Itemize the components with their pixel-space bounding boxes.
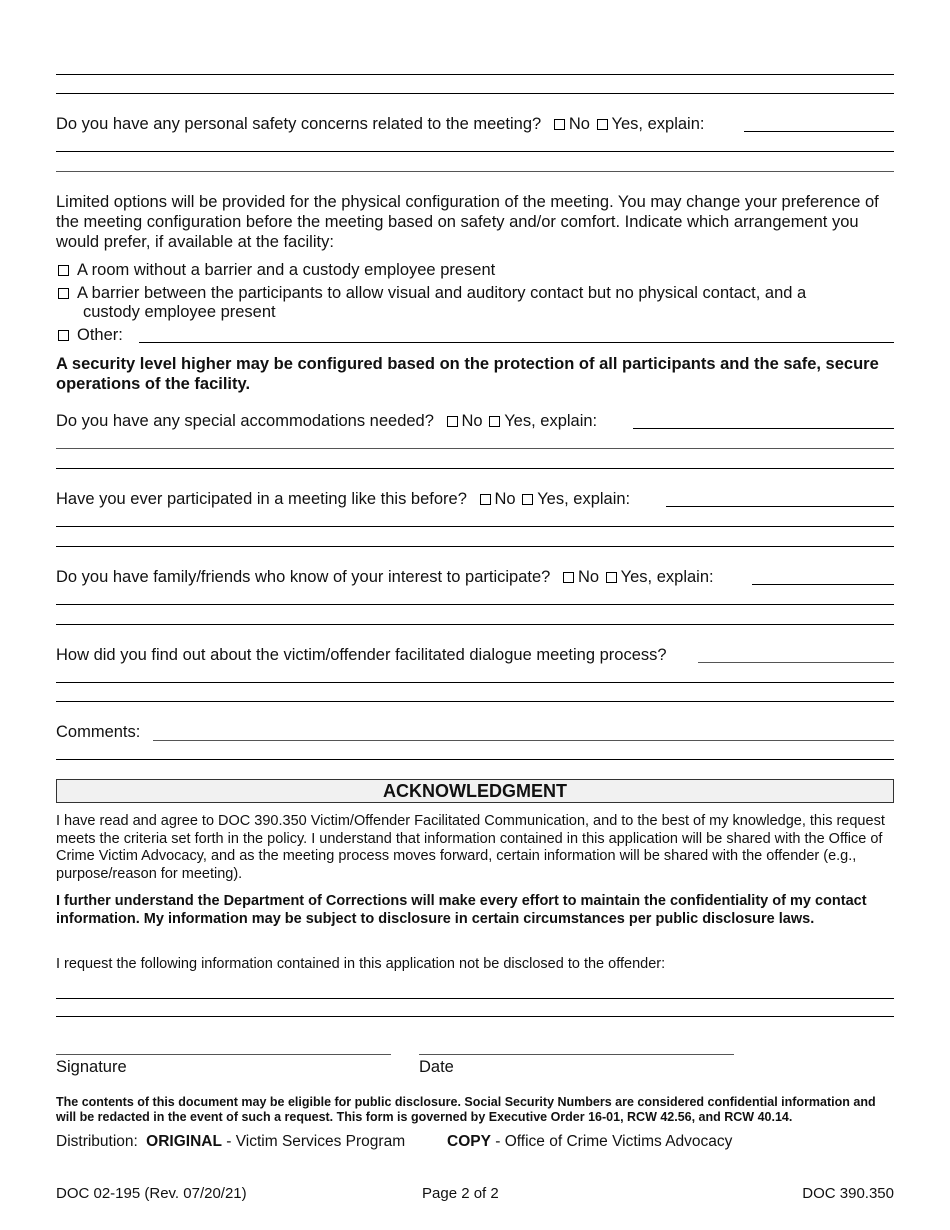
answer-line[interactable] bbox=[56, 468, 894, 469]
answer-line[interactable] bbox=[56, 93, 894, 94]
config-option-2-label: A barrier between the participants to allow visual and auditory contact but no physical contact, and a bbox=[77, 284, 807, 302]
safety-question bbox=[56, 114, 704, 134]
participated-no-checkbox[interactable] bbox=[480, 494, 491, 505]
comments-label: Comments: bbox=[56, 723, 141, 741]
config-other-label: Other: bbox=[77, 326, 123, 344]
family-yes-checkbox[interactable] bbox=[606, 572, 617, 583]
distribution-copy-line bbox=[447, 1132, 732, 1152]
accommodations-yes-checkbox[interactable] bbox=[489, 416, 500, 427]
configuration-intro: Limited options will be provided for the physical configuration of the meeting. You may change your preference of the meeting configuration before the meeting based on safety and/or comfort. Indicate which arrangement you would prefer, if available at the facility: bbox=[56, 193, 879, 251]
distribution-copy-desc: - Office of Crime Victims Advocacy bbox=[495, 1133, 733, 1150]
accommodations-explain-field[interactable] bbox=[633, 428, 894, 429]
accommodations-yes-label: Yes, explain: bbox=[504, 412, 598, 430]
answer-line[interactable] bbox=[56, 151, 894, 152]
footer-policy: DOC 390.350 bbox=[802, 1185, 894, 1202]
config-option-other bbox=[56, 325, 123, 345]
distribution-original: ORIGINAL bbox=[146, 1133, 222, 1150]
distribution-original-desc: - Victim Services Program bbox=[226, 1133, 406, 1150]
acknowledgment-para-3: I request the following information contained in this application not be disclosed to the offender: bbox=[56, 956, 666, 972]
distribution-label: Distribution: bbox=[56, 1133, 138, 1150]
answer-line[interactable] bbox=[56, 74, 894, 75]
answer-line[interactable] bbox=[56, 759, 894, 760]
answer-line[interactable] bbox=[56, 604, 894, 605]
safety-explain-field[interactable] bbox=[744, 131, 894, 132]
config-option-1-label: A room without a barrier and a custody employee present bbox=[77, 261, 496, 279]
safety-question-label: Do you have any personal safety concerns related to the meeting? bbox=[56, 115, 542, 133]
participated-label: Have you ever participated in a meeting like this before? bbox=[56, 490, 467, 508]
footer-form-number: DOC 02-195 (Rev. 07/20/21) bbox=[56, 1185, 247, 1202]
acknowledgment-heading: ACKNOWLEDGMENT bbox=[56, 779, 894, 803]
answer-line[interactable] bbox=[56, 448, 894, 449]
config-option-2-checkbox[interactable] bbox=[58, 288, 69, 299]
config-other-field[interactable] bbox=[139, 342, 894, 343]
family-explain-field[interactable] bbox=[752, 584, 894, 585]
found-out-field[interactable] bbox=[698, 662, 894, 663]
participated-explain-field[interactable] bbox=[666, 506, 894, 507]
answer-line[interactable] bbox=[56, 546, 894, 547]
answer-line[interactable] bbox=[56, 701, 894, 702]
participated-question bbox=[56, 489, 630, 509]
footer-page-number: Page 2 of 2 bbox=[422, 1185, 499, 1202]
safety-no-checkbox[interactable] bbox=[554, 119, 565, 130]
safety-no-label: No bbox=[568, 115, 590, 133]
answer-line[interactable] bbox=[56, 1016, 894, 1017]
config-option-1-checkbox[interactable] bbox=[58, 265, 69, 276]
distribution-line bbox=[56, 1132, 405, 1152]
acknowledgment-para-1: I have read and agree to DOC 390.350 Victim/Offender Facilitated Communication, and to the best of my knowledge, this request meets the criteria set forth in the policy. I understand that information contained in this application will be shared with the Office of Crime Victim Advocacy, and as the meeting process moves forward, certain information will be shared with the offender (e.g., purpose/reason for meeting). bbox=[56, 813, 885, 882]
security-note: A security level higher may be configured based on the protection of all participants and the safe, secure operations of the facility. bbox=[56, 355, 879, 393]
family-question bbox=[56, 567, 714, 587]
participated-yes-checkbox[interactable] bbox=[522, 494, 533, 505]
family-label: Do you have family/friends who know of your interest to participate? bbox=[56, 568, 551, 586]
config-other-checkbox[interactable] bbox=[58, 330, 69, 341]
signature-label: Signature bbox=[56, 1058, 127, 1076]
signature-field[interactable] bbox=[56, 1054, 391, 1055]
date-label: Date bbox=[419, 1058, 454, 1076]
answer-line[interactable] bbox=[56, 998, 894, 999]
family-yes-label: Yes, explain: bbox=[620, 568, 714, 586]
answer-line[interactable] bbox=[56, 171, 894, 172]
comments-field[interactable] bbox=[153, 740, 894, 741]
family-no-checkbox[interactable] bbox=[563, 572, 574, 583]
acknowledgment-para-2: I further understand the Department of Corrections will make every effort to maintain the confidentiality of my contact information. My information may be subject to disclosure in certain circumstances per public disclosure laws. bbox=[56, 893, 867, 927]
participated-yes-label: Yes, explain: bbox=[537, 490, 631, 508]
config-option-1 bbox=[56, 260, 495, 280]
family-no-label: No bbox=[577, 568, 600, 586]
disclosure-notice: The contents of this document may be eligible for public disclosure. Social Security Numbers are considered confidential information and will be redacted in the event of such a request. This form is governed by Executive Order 16-01, RCW 42.56, and RCW 40.14. bbox=[56, 1095, 876, 1124]
distribution-copy: COPY bbox=[447, 1133, 491, 1150]
safety-yes-label: Yes, explain: bbox=[611, 115, 705, 133]
answer-line[interactable] bbox=[56, 526, 894, 527]
found-out-question: How did you find out about the victim/offender facilitated dialogue meeting process? bbox=[56, 646, 667, 664]
answer-line[interactable] bbox=[56, 624, 894, 625]
accommodations-question bbox=[56, 411, 597, 431]
config-option-2 bbox=[56, 283, 806, 303]
config-option-2-cont: custody employee present bbox=[83, 303, 276, 321]
accommodations-no-checkbox[interactable] bbox=[447, 416, 458, 427]
answer-line[interactable] bbox=[56, 682, 894, 683]
date-field[interactable] bbox=[419, 1054, 734, 1055]
safety-yes-checkbox[interactable] bbox=[597, 119, 608, 130]
accommodations-no-label: No bbox=[461, 412, 483, 430]
accommodations-label: Do you have any special accommodations needed? bbox=[56, 412, 434, 430]
participated-no-label: No bbox=[494, 490, 516, 508]
